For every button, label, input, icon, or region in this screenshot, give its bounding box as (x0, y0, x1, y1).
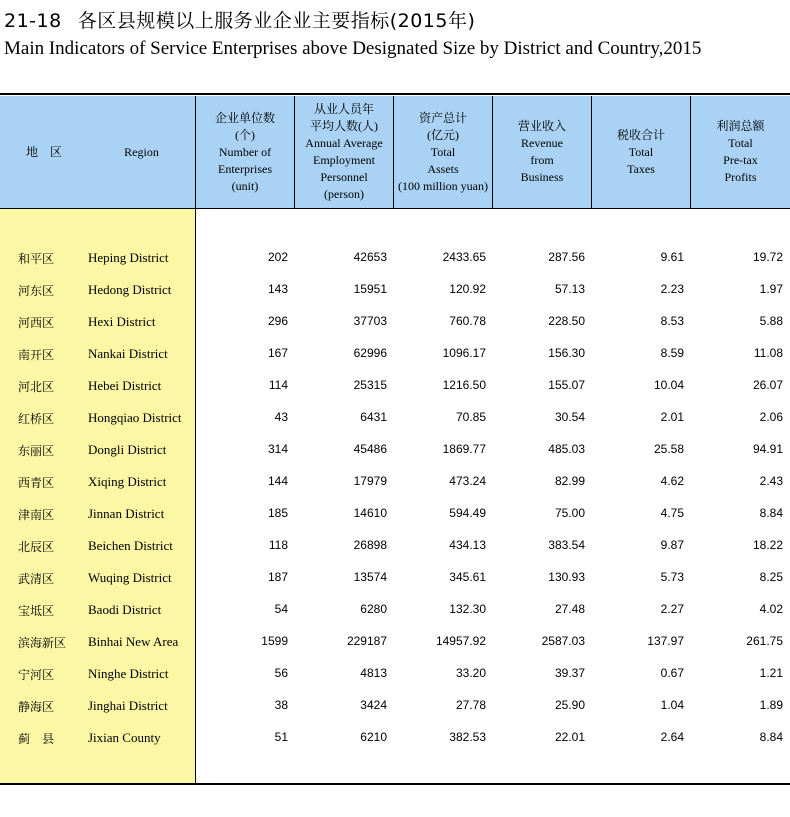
enterprises-value: 54 (274, 602, 288, 616)
enterprises-value: 314 (267, 442, 288, 456)
region-name-cn: 红桥区 (18, 412, 55, 426)
profits-value: 4.02 (759, 602, 783, 616)
region-name-cn: 南开区 (18, 348, 55, 362)
revenue-value: 156.30 (548, 346, 585, 360)
header-line: Business (520, 170, 564, 184)
header-employment (295, 96, 393, 208)
header-taxes (592, 96, 690, 208)
table-row (0, 593, 790, 625)
profits-value: 2.06 (759, 410, 783, 424)
header-enterprises (196, 96, 294, 208)
region-name-en: Hongqiao District (88, 410, 182, 425)
region-name-en: Dongli District (88, 442, 167, 457)
region-name-en: Jixian County (88, 730, 161, 745)
header-line: Assets (427, 161, 459, 176)
taxes-value: 9.87 (660, 538, 684, 552)
enterprises-value: 1599 (261, 634, 288, 648)
table-title-cn-text: 各区县规模以上服务业企业主要指标(2015年) (77, 10, 476, 32)
header-assets-lines (398, 110, 488, 195)
header-line: 利润总额 (716, 119, 765, 133)
employment-value: 42653 (353, 250, 387, 264)
taxes-value: 9.61 (660, 250, 684, 264)
profits-value: 5.88 (759, 314, 783, 328)
taxes-value: 2.27 (660, 602, 684, 616)
employment-value: 15951 (353, 282, 387, 296)
employment-value: 13574 (353, 570, 387, 584)
header-revenue (493, 96, 591, 208)
region-name-en: Jinghai District (88, 698, 168, 713)
table-row (0, 465, 790, 497)
header-divider (591, 96, 592, 208)
region-name-cn: 东丽区 (18, 444, 55, 458)
profits-value: 8.84 (759, 730, 783, 744)
header-line: Enterprises (218, 161, 272, 176)
enterprises-value: 143 (267, 282, 288, 296)
taxes-value: 25.58 (653, 442, 684, 456)
revenue-value: 25.90 (554, 698, 585, 712)
employment-value: 3424 (360, 698, 387, 712)
table-row (0, 689, 790, 721)
header-line: Personnel (320, 170, 368, 184)
header-employment-lines (305, 101, 382, 203)
enterprises-value: 185 (267, 506, 288, 520)
enterprises-value: 296 (267, 314, 288, 328)
table-row (0, 369, 790, 401)
header-profits (691, 96, 790, 208)
profits-value: 1.21 (759, 666, 783, 680)
header-assets (394, 96, 492, 208)
employment-value: 6280 (360, 602, 387, 616)
profits-value: 1.89 (759, 698, 783, 712)
revenue-value: 57.13 (554, 282, 585, 296)
profits-value: 8.84 (759, 506, 783, 520)
revenue-value: 27.48 (554, 602, 585, 616)
table-row (0, 241, 790, 273)
profits-value: 1.97 (759, 282, 783, 296)
assets-value: 1869.77 (442, 442, 486, 456)
revenue-value: 228.50 (548, 314, 585, 328)
region-name-en: Hexi District (88, 314, 156, 329)
region-name-cn: 河东区 (18, 284, 55, 298)
table-row (0, 337, 790, 369)
table-bottom-rule (0, 783, 790, 785)
header-taxes-lines (617, 127, 665, 178)
employment-value: 17979 (353, 474, 387, 488)
employment-value: 45486 (353, 442, 387, 456)
taxes-value: 2.23 (660, 282, 684, 296)
region-name-cn: 北辰区 (18, 540, 55, 554)
taxes-value: 5.73 (660, 570, 684, 584)
header-line: from (530, 153, 554, 167)
revenue-value: 485.03 (548, 442, 585, 456)
header-divider (690, 96, 691, 208)
header-line: Profits (724, 170, 757, 184)
profits-value: 8.25 (759, 570, 783, 584)
enterprises-value: 167 (267, 346, 288, 360)
table-row (0, 657, 790, 689)
employment-value: 62996 (353, 346, 387, 360)
header-line: Number of (218, 144, 272, 159)
region-name-en: Nankai District (88, 346, 168, 361)
region-name-en: Wuqing District (88, 570, 172, 585)
header-line: 从业人员年 (313, 102, 374, 116)
assets-value: 120.92 (449, 282, 486, 296)
profits-value: 18.22 (752, 538, 783, 552)
enterprises-value: 51 (274, 730, 288, 744)
taxes-value: 8.59 (660, 346, 684, 360)
region-name-cn: 津南区 (18, 508, 55, 522)
taxes-value: 137.97 (647, 634, 684, 648)
assets-value: 1096.17 (442, 346, 486, 360)
assets-value: 760.78 (449, 314, 486, 328)
employment-value: 14610 (353, 506, 387, 520)
enterprises-value: 144 (267, 474, 288, 488)
header-line: 资产总计 (418, 110, 467, 125)
region-name-en: Beichen District (88, 538, 173, 553)
revenue-value: 287.56 (548, 250, 585, 264)
region-name-en: Ninghe District (88, 666, 169, 681)
enterprises-value: 38 (274, 698, 288, 712)
header-line: 企业单位数 (214, 110, 275, 125)
enterprises-value: 43 (274, 410, 288, 424)
header-divider (195, 96, 196, 208)
employment-value: 6431 (360, 410, 387, 424)
taxes-value: 8.53 (660, 314, 684, 328)
table-row (0, 529, 790, 561)
revenue-value: 39.37 (554, 666, 585, 680)
assets-value: 33.20 (455, 666, 486, 680)
enterprises-value: 114 (268, 378, 288, 392)
table-row (0, 433, 790, 465)
header-region-cn: 地 区 (25, 144, 62, 159)
enterprises-value: 56 (274, 666, 288, 680)
region-name-cn: 河西区 (18, 316, 55, 330)
region-name-cn: 西青区 (18, 476, 55, 490)
assets-value: 132.30 (449, 602, 486, 616)
header-profits-lines (716, 118, 764, 186)
region-name-en: Xiqing District (88, 474, 167, 489)
header-line: Total (628, 144, 654, 159)
employment-value: 26898 (353, 538, 387, 552)
taxes-value: 4.75 (660, 506, 684, 520)
header-divider (492, 96, 493, 208)
header-line: Total (728, 136, 753, 150)
assets-value: 382.53 (449, 730, 486, 744)
region-name-en: Jinnan District (88, 506, 165, 521)
header-enterprises-lines (215, 110, 275, 195)
enterprises-value: 187 (267, 570, 288, 584)
taxes-value: 4.62 (660, 474, 684, 488)
header-line: Pre-tax (723, 153, 758, 167)
header-line: 营业收入 (517, 119, 566, 133)
assets-value: 473.24 (449, 474, 486, 488)
employment-value: 4813 (360, 666, 387, 680)
region-name-en: Heping District (88, 250, 169, 265)
employment-value: 229187 (346, 634, 387, 648)
assets-value: 594.49 (449, 506, 486, 520)
region-name-cn: 武清区 (18, 572, 55, 586)
assets-value: 70.85 (455, 410, 486, 424)
table-top-rule (0, 93, 790, 95)
table-number: 21-18 (4, 10, 62, 32)
profits-value: 19.72 (752, 250, 783, 264)
revenue-value: 383.54 (548, 538, 585, 552)
table-header (0, 96, 790, 208)
header-line: Revenue (521, 136, 563, 150)
revenue-value: 130.93 (548, 570, 585, 584)
revenue-value: 82.99 (554, 474, 585, 488)
header-line: Employment (312, 153, 375, 167)
header-divider (393, 96, 394, 208)
region-name-en: Baodi District (88, 602, 162, 617)
revenue-value: 75.00 (554, 506, 585, 520)
table-row (0, 561, 790, 593)
revenue-value: 30.54 (554, 410, 585, 424)
header-line: Annual Average (305, 136, 383, 150)
taxes-value: 2.64 (660, 730, 684, 744)
enterprises-value: 118 (268, 538, 288, 552)
region-name-cn: 蓟 县 (18, 732, 55, 746)
taxes-value: 2.01 (660, 410, 684, 424)
taxes-value: 1.04 (660, 698, 684, 712)
employment-value: 6210 (360, 730, 387, 744)
table-row (0, 721, 790, 753)
region-name-en: Hedong District (88, 282, 172, 297)
region-name-cn: 河北区 (18, 380, 55, 394)
table-row (0, 305, 790, 337)
header-divider (294, 96, 295, 208)
region-name-cn: 滨海新区 (18, 636, 67, 650)
header-line: (person) (324, 187, 364, 201)
table-title-cn (4, 6, 475, 33)
taxes-value: 10.04 (653, 378, 684, 392)
table-row (0, 273, 790, 305)
region-name-cn: 静海区 (18, 700, 55, 714)
region-name-cn: 和平区 (18, 252, 55, 266)
assets-value: 14957.92 (435, 634, 486, 648)
revenue-value: 2587.03 (541, 634, 585, 648)
assets-value: 345.61 (449, 570, 486, 584)
table-row (0, 401, 790, 433)
header-line: (亿元) (427, 127, 459, 142)
enterprises-value: 202 (267, 250, 288, 264)
revenue-value: 22.01 (554, 730, 585, 744)
header-line: 平均人数(人) (309, 119, 378, 133)
header-line: 税收合计 (616, 127, 665, 142)
table-row (0, 497, 790, 529)
header-revenue-lines (518, 118, 566, 186)
table-title-en: Main Indicators of Service Enterprises above Designated Size by District and Country,2015 (4, 38, 702, 59)
header-line: (unit) (231, 178, 259, 193)
region-name-cn: 宝坻区 (18, 604, 55, 618)
profits-value: 94.91 (752, 442, 783, 456)
region-name-en: Hebei District (88, 378, 162, 393)
profits-value: 11.08 (753, 346, 783, 360)
profits-value: 261.75 (746, 634, 783, 648)
employment-value: 37703 (353, 314, 387, 328)
assets-value: 27.78 (455, 698, 486, 712)
region-name-cn: 宁河区 (18, 668, 55, 682)
table-row (0, 625, 790, 657)
assets-value: 434.13 (449, 538, 486, 552)
assets-value: 2433.65 (442, 250, 486, 264)
profits-value: 26.07 (752, 378, 783, 392)
header-line: (个) (234, 127, 255, 142)
assets-value: 1216.50 (442, 378, 486, 392)
region-name-en: Binhai New Area (88, 634, 179, 649)
header-region-en: Region (124, 144, 159, 159)
header-line: Total (430, 144, 456, 159)
header-line: (100 million yuan) (398, 178, 488, 193)
taxes-value: 0.67 (660, 666, 684, 680)
header-line: Taxes (627, 161, 655, 176)
employment-value: 25315 (353, 378, 387, 392)
profits-value: 2.43 (759, 474, 783, 488)
revenue-value: 155.07 (548, 378, 585, 392)
